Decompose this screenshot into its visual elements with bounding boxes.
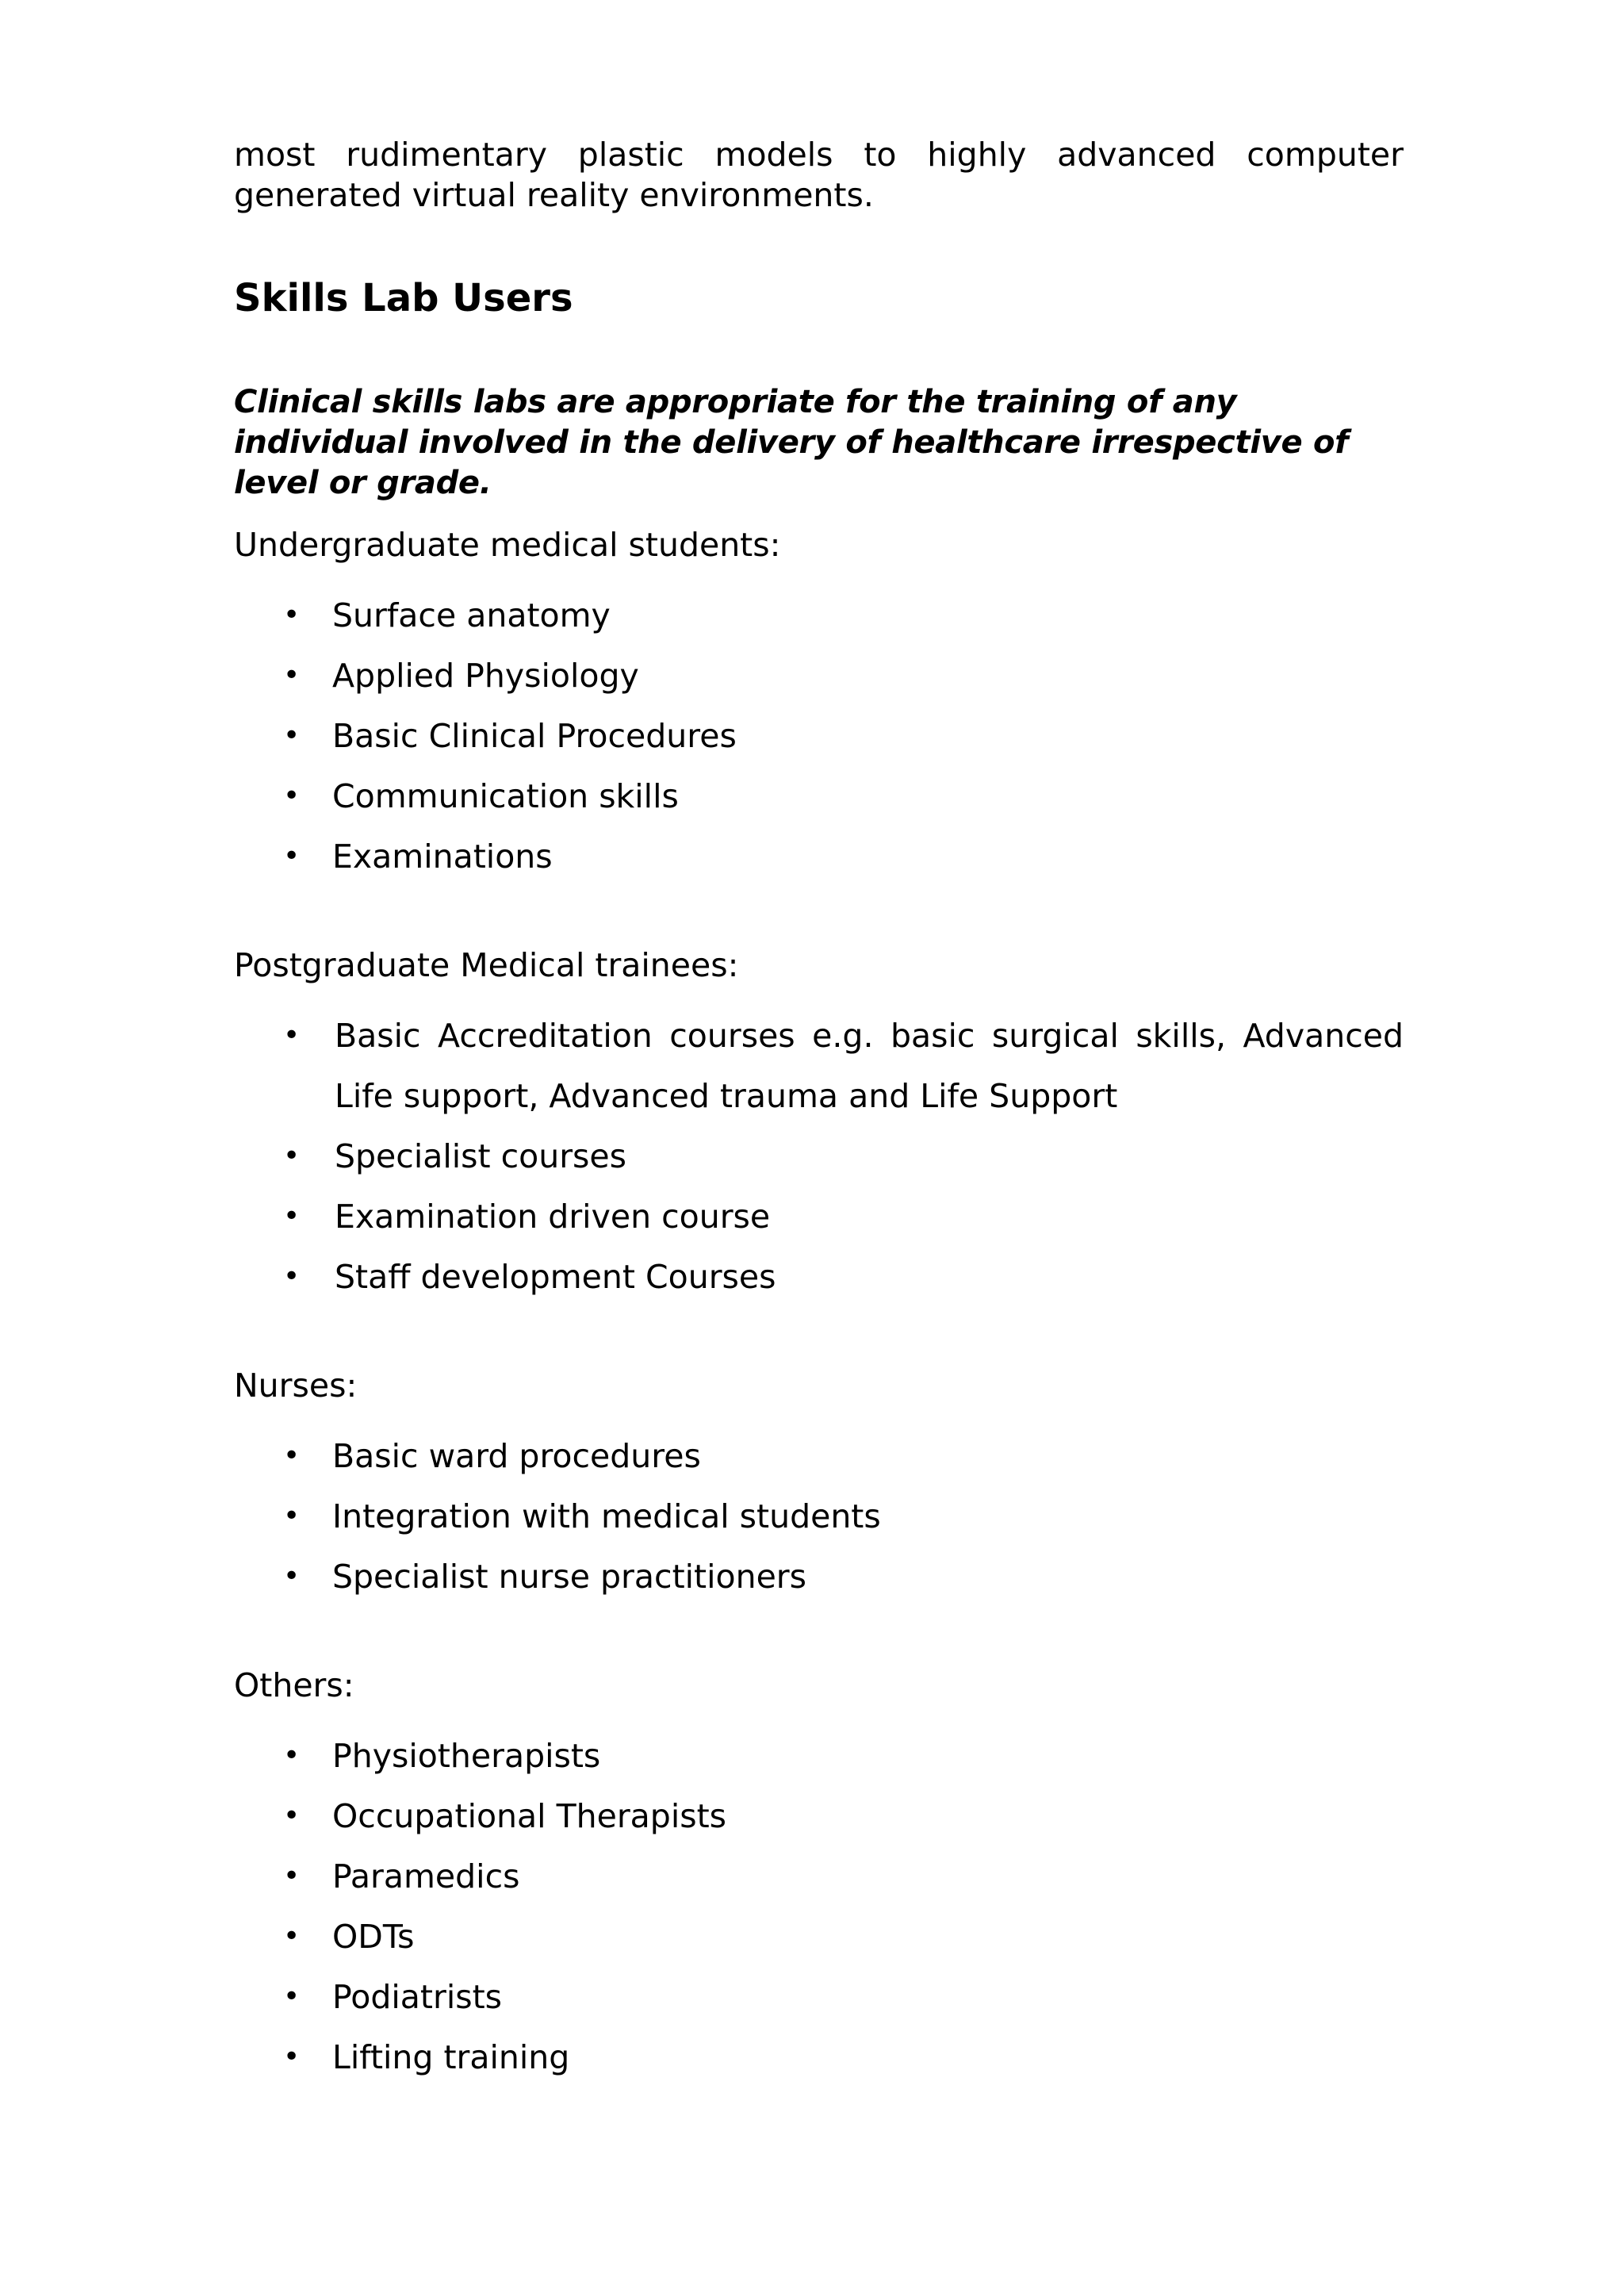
group-label: Nurses:: [234, 1366, 358, 1405]
list-item: • Basic Clinical Procedures: [234, 706, 1404, 766]
list-item: • Lifting training: [234, 2027, 1404, 2087]
list-item: • Occupational Therapists: [234, 1786, 1404, 1846]
list-item: • Examination driven course: [234, 1186, 1404, 1247]
list-item: • Basic Accreditation courses e.g. basic surgical skills, Advanced Life support, Advanced trauma and Life Support: [234, 1006, 1404, 1126]
list-item: • Surface anatomy: [234, 585, 1404, 646]
list-item: • Specialist courses: [234, 1126, 1404, 1186]
list-item: • Examinations: [234, 826, 1404, 887]
bullet-list: [234, 1006, 1404, 1307]
list-item: • Podiatrists: [234, 1967, 1404, 2027]
group-undergraduate: [234, 525, 1404, 887]
group-postgraduate: [234, 945, 1404, 1307]
bullet-list: [234, 1426, 1404, 1607]
group-label: Undergraduate medical students:: [234, 526, 781, 564]
list-item: • Basic ward procedures: [234, 1426, 1404, 1486]
list-item: • Staff development Courses: [234, 1247, 1404, 1307]
intro-line-1: most rudimentary plastic models to highly advanced computer: [234, 136, 1404, 174]
list-item: • Applied Physiology: [234, 646, 1404, 706]
list-item: • Integration with medical students: [234, 1486, 1404, 1547]
section-heading: Skills Lab Users: [234, 276, 573, 320]
group-others: [234, 1665, 1404, 2087]
group-label: Others:: [234, 1666, 354, 1704]
group-nurses: [234, 1366, 1404, 1607]
list-item: • Communication skills: [234, 766, 1404, 826]
list-item: • Paramedics: [234, 1846, 1404, 1907]
group-label: Postgraduate Medical trainees:: [234, 946, 739, 984]
list-item: • Specialist nurse practitioners: [234, 1547, 1404, 1607]
list-item: • Physiotherapists: [234, 1726, 1404, 1786]
intro-line-2: generated virtual reality environments.: [234, 176, 874, 214]
list-item: • ODTs: [234, 1907, 1404, 1967]
intro-paragraph: [234, 135, 1404, 216]
bullet-list: [234, 1726, 1404, 2087]
lead-statement: Clinical skills labs are appropriate for the training of any individual involved in the delivery of healthcare irrespective of level or grade.: [234, 384, 1349, 501]
document-page: [234, 135, 1404, 2076]
bullet-list: [234, 585, 1404, 887]
